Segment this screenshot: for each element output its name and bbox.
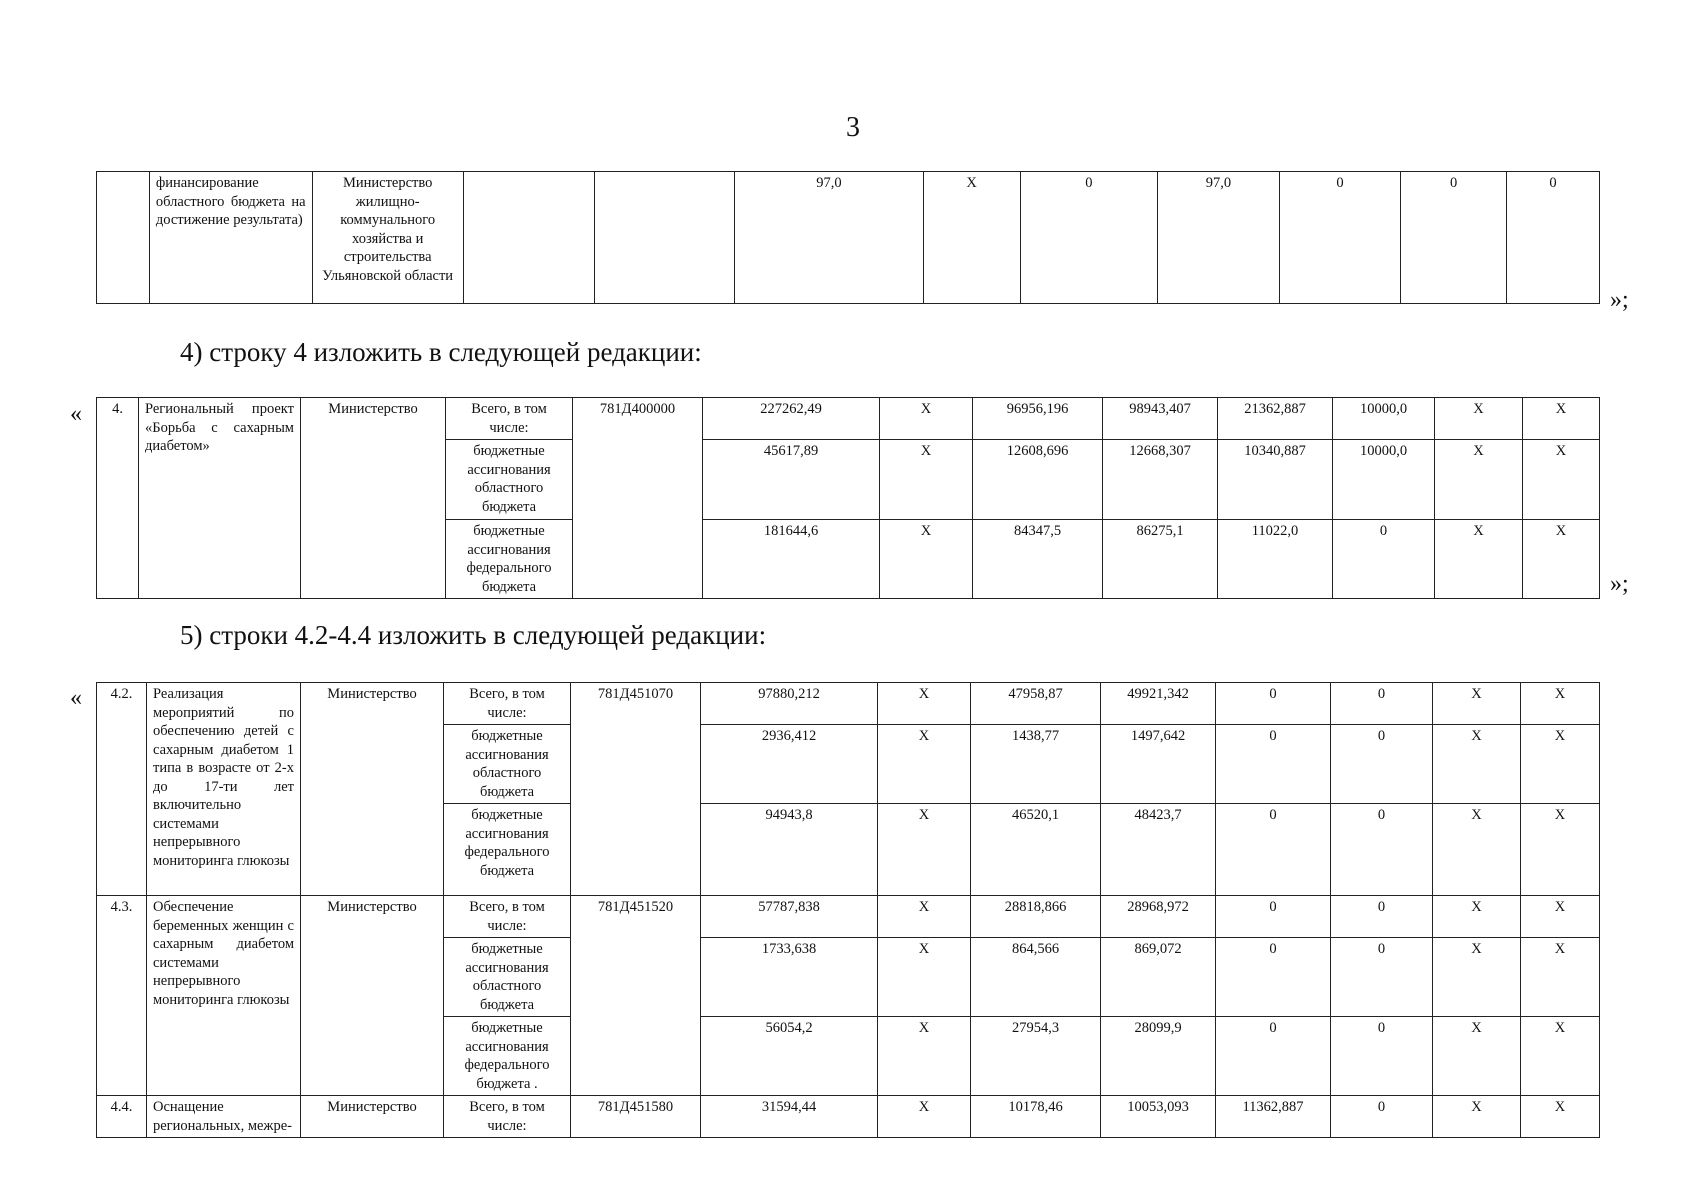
- value-cell: X: [923, 172, 1020, 304]
- row-organization: Министерство жилищно-коммунального хозяйства и строительства Ульяновской области: [312, 172, 463, 304]
- value-cell: 10053,093: [1101, 1096, 1216, 1138]
- row-organization: Министерство: [301, 1096, 444, 1138]
- value-cell: X: [1521, 683, 1600, 725]
- value-cell: 0: [1506, 172, 1599, 304]
- value-cell: 86275,1: [1103, 520, 1218, 599]
- value-cell: 28968,972: [1101, 896, 1216, 938]
- value-cell: 27954,3: [971, 1017, 1101, 1096]
- value-cell: 49921,342: [1101, 683, 1216, 725]
- value-cell: X: [1433, 683, 1521, 725]
- value-cell: 0: [1331, 938, 1433, 1017]
- value-cell: 11022,0: [1218, 520, 1333, 599]
- value-cell: 98943,407: [1103, 398, 1218, 440]
- value-cell: 0: [1331, 725, 1433, 804]
- table-rows-4-2-4-4: [96, 682, 1600, 1138]
- value-cell: X: [1435, 520, 1523, 599]
- row-number: 4.4.: [97, 1096, 147, 1138]
- value-cell: 97880,212: [701, 683, 878, 725]
- value-cell: X: [878, 683, 971, 725]
- row-organization: Министерство: [301, 398, 446, 599]
- value-cell: 0: [1216, 896, 1331, 938]
- value-cell: X: [878, 804, 971, 896]
- value-cell: 56054,2: [701, 1017, 878, 1096]
- row-name: финансирование областного бюджета на достижение результата): [149, 172, 312, 304]
- value-cell: 0: [1216, 1017, 1331, 1096]
- table-row: [97, 398, 1600, 440]
- row-source: бюджетные ассигнования областного бюджета: [444, 725, 571, 804]
- value-cell: X: [1433, 1096, 1521, 1138]
- value-cell: 10000,0: [1333, 440, 1435, 520]
- value-cell: 0: [1333, 520, 1435, 599]
- value-cell: 94943,8: [701, 804, 878, 896]
- heading-items-4-2-4-4: 5) строки 4.2-4.4 изложить в следующей редакции:: [180, 620, 767, 650]
- value-cell: X: [878, 1017, 971, 1096]
- value-cell: 0: [1331, 804, 1433, 896]
- table-continuation: [96, 171, 1600, 304]
- value-cell: X: [1521, 725, 1600, 804]
- value-cell: 31594,44: [701, 1096, 878, 1138]
- value-cell: 869,072: [1101, 938, 1216, 1017]
- row-name: Обеспечение беременных женщин с сахарным диабетом системами непрерывного мониторинга глюкозы: [147, 896, 301, 1096]
- value-cell: X: [880, 520, 973, 599]
- row-code: 781Д451580: [571, 1096, 701, 1138]
- value-cell: 28818,866: [971, 896, 1101, 938]
- row-name: Реализация мероприятий по обеспечению детей с сахарным диабетом 1 типа в возрасте от 2-х до 17-ти лет включительно системами непрерывного мониторинга глюкозы: [147, 683, 301, 896]
- row-code: 781Д451520: [571, 896, 701, 1096]
- table-row: [97, 1096, 1600, 1138]
- value-cell: X: [1521, 896, 1600, 938]
- table-row-4: [96, 397, 1600, 599]
- closing-quote: »;: [1610, 571, 1629, 597]
- value-cell: X: [1433, 804, 1521, 896]
- value-cell: X: [1433, 896, 1521, 938]
- value-cell: 84347,5: [973, 520, 1103, 599]
- row-number: 4.2.: [97, 683, 147, 896]
- value-cell: 2936,412: [701, 725, 878, 804]
- table-row: [97, 896, 1600, 938]
- row-source: Всего, в том числе:: [444, 1096, 571, 1138]
- value-cell: X: [1521, 1096, 1600, 1138]
- value-cell: X: [1523, 520, 1600, 599]
- value-cell: 0: [1216, 938, 1331, 1017]
- value-cell: 0: [1331, 683, 1433, 725]
- value-cell: X: [1433, 938, 1521, 1017]
- row-source: Всего, в том числе:: [446, 398, 573, 440]
- row-code: 781Д451070: [571, 683, 701, 896]
- row-source: [463, 172, 594, 304]
- value-cell: X: [1433, 1017, 1521, 1096]
- row-organization: Министерство: [301, 896, 444, 1096]
- value-cell: 46520,1: [971, 804, 1101, 896]
- value-cell: 48423,7: [1101, 804, 1216, 896]
- row-number: 4.: [97, 398, 139, 599]
- value-cell: 97,0: [735, 172, 923, 304]
- value-cell: 47958,87: [971, 683, 1101, 725]
- value-cell: 96956,196: [973, 398, 1103, 440]
- value-cell: 97,0: [1158, 172, 1280, 304]
- value-cell: 0: [1216, 683, 1331, 725]
- value-cell: 21362,887: [1218, 398, 1333, 440]
- table-row: [97, 683, 1600, 725]
- value-cell: 227262,49: [703, 398, 880, 440]
- value-cell: X: [878, 725, 971, 804]
- closing-quote: »;: [1610, 287, 1629, 313]
- row-source: бюджетные ассигнования федерального бюджета: [444, 804, 571, 896]
- value-cell: X: [878, 1096, 971, 1138]
- row-code: 781Д400000: [573, 398, 703, 599]
- value-cell: X: [1523, 398, 1600, 440]
- value-cell: 11362,887: [1216, 1096, 1331, 1138]
- opening-quote: «: [70, 685, 82, 711]
- value-cell: X: [1435, 440, 1523, 520]
- value-cell: X: [1433, 725, 1521, 804]
- value-cell: 10340,887: [1218, 440, 1333, 520]
- row-source: бюджетные ассигнования федерального бюджета .: [444, 1017, 571, 1096]
- row-number: [97, 172, 150, 304]
- value-cell: 181644,6: [703, 520, 880, 599]
- value-cell: 28099,9: [1101, 1017, 1216, 1096]
- value-cell: 864,566: [971, 938, 1101, 1017]
- value-cell: 0: [1331, 1017, 1433, 1096]
- row-source: бюджетные ассигнования областного бюджета: [446, 440, 573, 520]
- row-code: [594, 172, 735, 304]
- row-name: Региональный проект «Борьба с сахарным диабетом»: [139, 398, 301, 599]
- value-cell: X: [1521, 1017, 1600, 1096]
- opening-quote: «: [70, 401, 82, 427]
- row-source: Всего, в том числе:: [444, 683, 571, 725]
- value-cell: X: [1435, 398, 1523, 440]
- value-cell: 0: [1216, 725, 1331, 804]
- page-number: 3: [846, 112, 860, 143]
- value-cell: 0: [1331, 896, 1433, 938]
- row-source: Всего, в том числе:: [444, 896, 571, 938]
- row-name: Оснащение региональных, межре-: [147, 1096, 301, 1138]
- value-cell: X: [878, 896, 971, 938]
- value-cell: X: [880, 398, 973, 440]
- value-cell: 10178,46: [971, 1096, 1101, 1138]
- value-cell: 0: [1279, 172, 1401, 304]
- value-cell: 0: [1020, 172, 1157, 304]
- value-cell: 57787,838: [701, 896, 878, 938]
- value-cell: 1733,638: [701, 938, 878, 1017]
- value-cell: 12668,307: [1103, 440, 1218, 520]
- heading-item-4: 4) строку 4 изложить в следующей редакции:: [180, 337, 702, 367]
- value-cell: 10000,0: [1333, 398, 1435, 440]
- value-cell: X: [878, 938, 971, 1017]
- value-cell: X: [1521, 804, 1600, 896]
- value-cell: 1438,77: [971, 725, 1101, 804]
- value-cell: 0: [1216, 804, 1331, 896]
- value-cell: 1497,642: [1101, 725, 1216, 804]
- value-cell: 45617,89: [703, 440, 880, 520]
- row-organization: Министерство: [301, 683, 444, 896]
- value-cell: X: [880, 440, 973, 520]
- row-number: 4.3.: [97, 896, 147, 1096]
- row-source: бюджетные ассигнования федерального бюджета: [446, 520, 573, 599]
- value-cell: X: [1521, 938, 1600, 1017]
- table-row: [97, 172, 1600, 304]
- row-source: бюджетные ассигнования областного бюджета: [444, 938, 571, 1017]
- value-cell: 12608,696: [973, 440, 1103, 520]
- value-cell: 0: [1331, 1096, 1433, 1138]
- value-cell: X: [1523, 440, 1600, 520]
- value-cell: 0: [1401, 172, 1507, 304]
